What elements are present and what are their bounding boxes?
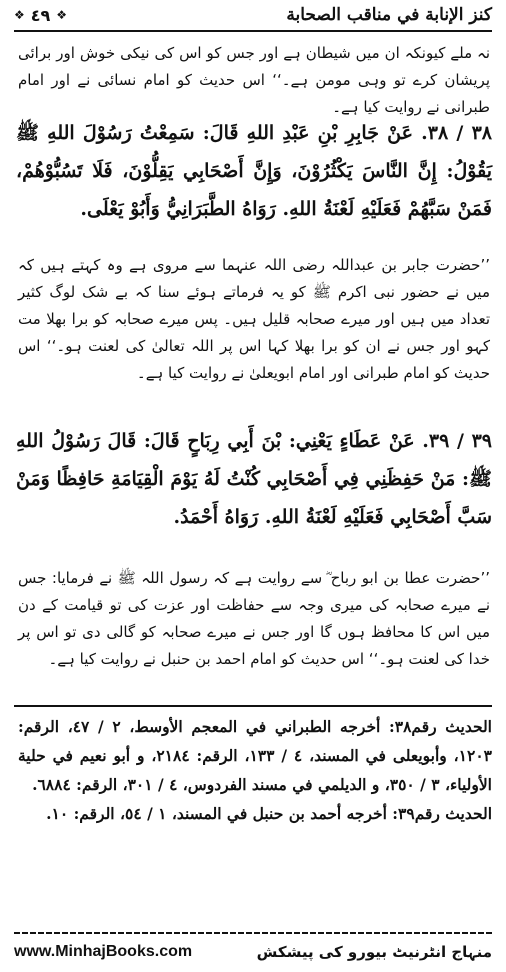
reference-39: الحديث رقم٣٩: أخرجه أحمد بن حنبل في المسند، ١ / ٥٤، الرقم: ١٠. bbox=[46, 804, 492, 823]
header-rule bbox=[14, 30, 492, 32]
hadith-39-text: عَنْ عَطَاءٍ يَعْنِي: بْنَ أَبِي رِبَاحٍ قَالَ: قَالَ رَسُوْلُ اللهِ ﷺ: مَنْ حَفِظَنِي فِي أَصْحَابِي كُنْتُ لَهُ يَوْمَ الْقِيَامَةِ حَافِظًا وَمَنْ سَبَّ أَصْحَابِي فَعَلَيْهِ لَعْنَةُ اللهِ. رَوَاهُ أَحْمَدُ. bbox=[16, 430, 492, 528]
hadith-number-39: ٣٩ / ٣٩. bbox=[422, 430, 492, 452]
book-title: كنز الإنابة في مناقب الصحابة bbox=[286, 5, 492, 25]
page-header bbox=[14, 2, 492, 28]
reference-38: الحديث رقم٣٨: أخرجه الطبراني في المعجم الأوسط، ٢ / ٤٧، الرقم: ١٢٠٣، وأبويعلى في المسند، ٤ / ١٣٣، الرقم: ٢١٨٤، و أبو نعيم في حلية الأولياء، ٣ / ٣٥٠، و الديلمي في مسند الفردوس، ٤ / ٣٠١، الرقم: ٦٨٨٤. bbox=[18, 717, 492, 794]
hadith-38 bbox=[16, 114, 492, 228]
urdu-translation-prev: نہ ملے کیونکہ ان میں شیطان ہے اور جس کو اس کی نیکی خوش اور برائی پریشان کرے تو وہی مومن ہے۔‘‘ اس حدیث کو امام نسائی نے اور امام طبرانی نے روایت کیا ہے۔ bbox=[18, 44, 490, 116]
page-footer bbox=[14, 938, 492, 966]
page-number-box bbox=[14, 6, 67, 25]
page-number: ٤٩ bbox=[30, 5, 51, 25]
publisher-credit: منہاج انٹرنیٹ بیورو کی پیشکش bbox=[256, 943, 492, 961]
references bbox=[18, 712, 492, 828]
urdu-translation-39: ’’حضرت عطا بن ابو رباح ؓ سے روایت ہے کہ رسول اللہ ﷺ نے فرمایا: جس نے میرے صحابہ کی میری وجہ سے حفاظت اور عزت کی تو قیامت کے دن میں اس کا محافظ ہوں گا اور جس نے میرے صحابہ کو گالی دی تو اس پر خدا کی لعنت ہو۔‘‘ اس حدیث کو امام احمد بن حنبل نے روایت کیا ہے۔ bbox=[18, 569, 490, 668]
footer-rule bbox=[14, 932, 492, 934]
hadith-38-text: عَنْ جَابِرِ بْنِ عَبْدِ اللهِ قَالَ: سَمِعْتُ رَسُوْلَ اللهِ ﷺ يَقُوْلُ: إِنَّ النَّاسَ يَكْثُرُوْنَ، وَإِنَّ أَصْحَابِي يَقِلُّوْنَ، فَلَا تَسُبُّوْهُمْ، فَمَنْ سَبَّهُمْ فَعَلَيْهِ لَعْنَةُ اللهِ. رَوَاهُ الطَّبَرَانِيُّ وَأَبُوْ يَعْلَى. bbox=[16, 122, 492, 220]
ornament-icon: ❖ bbox=[56, 8, 68, 22]
website-link[interactable]: www.MinhajBooks.com bbox=[14, 943, 193, 960]
ornament-icon: ❖ bbox=[14, 8, 25, 22]
urdu-translation-38: ’’حضرت جابر بن عبداللہ رضی اللہ عنہما سے مروی ہے وہ کہتے ہیں کہ میں نے حضور نبی اکرم ﷺ کو یہ فرماتے ہوئے سنا کہ بے شک لوگ کثیر تعداد میں ہیں اور میرے صحابہ قلیل ہیں۔ پس میرے صحابہ کو برا بھلا مت کہو اور جس نے ان کو برا بھلا کہا اس پر اللہ تعالیٰ کی لعنت ہو۔‘‘ اس حدیث کو امام طبرانی اور امام ابویعلیٰ نے روایت کیا ہے۔ bbox=[18, 256, 490, 382]
hadith-39 bbox=[16, 422, 492, 536]
references-rule bbox=[14, 705, 492, 707]
hadith-number-38: ٣٨ / ٣٨. bbox=[421, 122, 492, 144]
